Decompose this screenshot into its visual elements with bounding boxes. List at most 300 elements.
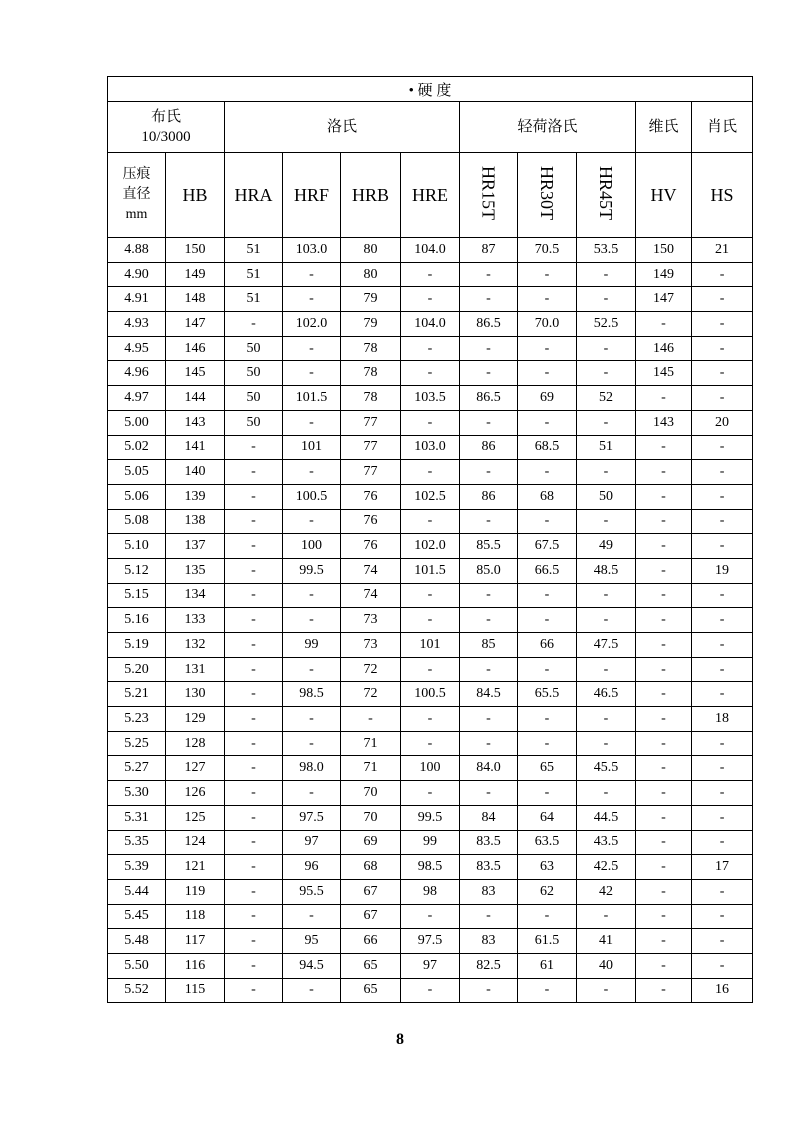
table-cell: - <box>460 781 518 806</box>
table-cell: - <box>225 484 283 509</box>
table-cell: 129 <box>166 707 225 732</box>
table-cell: - <box>225 633 283 658</box>
table-cell: 83 <box>460 879 518 904</box>
table-cell: 95 <box>283 929 341 954</box>
table-cell: 103.0 <box>401 435 460 460</box>
table-cell: 41 <box>577 929 636 954</box>
table-cell: 5.31 <box>108 805 166 830</box>
code-hv: HV <box>636 153 692 238</box>
table-cell: 77 <box>341 460 401 485</box>
table-cell: - <box>401 583 460 608</box>
table-cell: 97 <box>401 953 460 978</box>
table-cell: - <box>225 312 283 337</box>
table-cell: 4.93 <box>108 312 166 337</box>
table-row <box>108 731 753 756</box>
table-cell: - <box>577 781 636 806</box>
table-cell: - <box>518 731 577 756</box>
table-cell: 87 <box>460 238 518 263</box>
table-cell: 95.5 <box>283 879 341 904</box>
table-row <box>108 287 753 312</box>
table-cell: 98.5 <box>401 855 460 880</box>
group-superficial-rockwell: 轻荷洛氏 <box>460 102 636 153</box>
table-cell: - <box>460 361 518 386</box>
table-cell: 67 <box>341 879 401 904</box>
table-cell: 124 <box>166 830 225 855</box>
table-cell: - <box>283 657 341 682</box>
table-cell: 94.5 <box>283 953 341 978</box>
table-cell: 146 <box>636 336 692 361</box>
table-cell: - <box>401 707 460 732</box>
table-cell: 143 <box>636 410 692 435</box>
table-cell: 19 <box>692 558 753 583</box>
table-cell: - <box>692 731 753 756</box>
table-cell: - <box>225 756 283 781</box>
table-cell: - <box>460 287 518 312</box>
table-row <box>108 929 753 954</box>
table-cell: - <box>636 830 692 855</box>
table-cell: - <box>401 731 460 756</box>
table-cell: 68 <box>518 484 577 509</box>
table-cell: 52 <box>577 386 636 411</box>
table-cell: 5.52 <box>108 978 166 1003</box>
table-cell: - <box>518 583 577 608</box>
table-cell: - <box>636 386 692 411</box>
table-cell: - <box>692 830 753 855</box>
table-cell: 134 <box>166 583 225 608</box>
table-cell: 84.5 <box>460 682 518 707</box>
table-row <box>108 781 753 806</box>
table-cell: 62 <box>518 879 577 904</box>
table-cell: - <box>225 460 283 485</box>
table-cell: - <box>692 534 753 559</box>
table-cell: 86 <box>460 435 518 460</box>
table-cell: 50 <box>225 336 283 361</box>
table-cell: 40 <box>577 953 636 978</box>
table-cell: 65 <box>341 978 401 1003</box>
table-cell: 5.10 <box>108 534 166 559</box>
table-cell: 20 <box>692 410 753 435</box>
table-cell: - <box>225 904 283 929</box>
table-cell: 149 <box>166 262 225 287</box>
table-cell: - <box>225 978 283 1003</box>
table-cell: 53.5 <box>577 238 636 263</box>
table-cell: 116 <box>166 953 225 978</box>
table-cell: 133 <box>166 608 225 633</box>
table-cell: 51 <box>225 262 283 287</box>
table-cell: - <box>636 509 692 534</box>
group-brinell-label: 布氏 <box>150 109 181 125</box>
table-cell: - <box>636 707 692 732</box>
table-cell: 97 <box>283 830 341 855</box>
table-row <box>108 830 753 855</box>
table-cell: - <box>225 855 283 880</box>
table-cell: 96 <box>283 855 341 880</box>
table-cell: 148 <box>166 287 225 312</box>
table-cell: 69 <box>518 386 577 411</box>
table-cell: 97.5 <box>401 929 460 954</box>
table-cell: 83.5 <box>460 855 518 880</box>
table-cell: 102.0 <box>283 312 341 337</box>
table-cell: - <box>636 608 692 633</box>
table-cell: - <box>283 509 341 534</box>
table-cell: 4.97 <box>108 386 166 411</box>
table-cell: - <box>401 509 460 534</box>
table-cell: 61.5 <box>518 929 577 954</box>
table-cell: 43.5 <box>577 830 636 855</box>
table-cell: - <box>692 657 753 682</box>
table-cell: 5.20 <box>108 657 166 682</box>
table-cell: 80 <box>341 238 401 263</box>
code-hr15t-label: HR15T <box>478 165 499 220</box>
table-row <box>108 238 753 263</box>
table-cell: 83 <box>460 929 518 954</box>
table-row <box>108 361 753 386</box>
table-cell: 5.50 <box>108 953 166 978</box>
indent-diameter-unit: mm <box>125 207 148 222</box>
table-cell: 83.5 <box>460 830 518 855</box>
table-cell: - <box>460 731 518 756</box>
table-cell: - <box>225 657 283 682</box>
table-cell: - <box>401 657 460 682</box>
table-cell: - <box>577 410 636 435</box>
table-cell: 18 <box>692 707 753 732</box>
table-cell: - <box>225 707 283 732</box>
table-cell: 97.5 <box>283 805 341 830</box>
table-cell: - <box>401 410 460 435</box>
table-cell: - <box>692 484 753 509</box>
table-cell: - <box>577 608 636 633</box>
table-cell: - <box>692 929 753 954</box>
code-hrf: HRF <box>283 153 341 238</box>
table-cell: - <box>518 336 577 361</box>
table-row <box>108 262 753 287</box>
table-row <box>108 534 753 559</box>
table-cell: 100.5 <box>401 682 460 707</box>
table-cell: 146 <box>166 336 225 361</box>
table-cell: 138 <box>166 509 225 534</box>
table-cell: 139 <box>166 484 225 509</box>
table-cell: 21 <box>692 238 753 263</box>
table-cell: 5.00 <box>108 410 166 435</box>
table-cell: - <box>518 904 577 929</box>
table-cell: 70.0 <box>518 312 577 337</box>
table-cell: - <box>283 287 341 312</box>
table-cell: 5.27 <box>108 756 166 781</box>
table-cell: 76 <box>341 484 401 509</box>
table-cell: 70 <box>341 781 401 806</box>
table-cell: 72 <box>341 657 401 682</box>
table-cell: - <box>518 509 577 534</box>
table-cell: - <box>577 731 636 756</box>
table-row <box>108 855 753 880</box>
table-cell: 4.91 <box>108 287 166 312</box>
table-cell: - <box>577 262 636 287</box>
table-cell: 64 <box>518 805 577 830</box>
table-cell: - <box>518 707 577 732</box>
table-cell: - <box>636 781 692 806</box>
table-cell: 5.16 <box>108 608 166 633</box>
table-cell: 84.0 <box>460 756 518 781</box>
table-cell: - <box>283 608 341 633</box>
group-brinell <box>108 102 225 153</box>
table-cell: 143 <box>166 410 225 435</box>
table-cell: - <box>401 336 460 361</box>
code-hra: HRA <box>225 153 283 238</box>
table-cell: - <box>636 756 692 781</box>
table-cell: 5.35 <box>108 830 166 855</box>
table-cell: - <box>225 781 283 806</box>
table-cell: - <box>518 460 577 485</box>
table-cell: - <box>341 707 401 732</box>
table-cell: 61 <box>518 953 577 978</box>
table-cell: - <box>636 805 692 830</box>
table-cell: 131 <box>166 657 225 682</box>
table-cell: 78 <box>341 336 401 361</box>
table-cell: 98 <box>401 879 460 904</box>
table-cell: - <box>401 287 460 312</box>
table-cell: - <box>401 262 460 287</box>
table-cell: 104.0 <box>401 312 460 337</box>
table-cell: 5.05 <box>108 460 166 485</box>
table-cell: 47.5 <box>577 633 636 658</box>
table-cell: - <box>460 336 518 361</box>
table-cell: 51 <box>225 238 283 263</box>
table-row <box>108 336 753 361</box>
table-cell: 86 <box>460 484 518 509</box>
table-cell: 70.5 <box>518 238 577 263</box>
table-cell: - <box>636 460 692 485</box>
table-cell: 4.90 <box>108 262 166 287</box>
table-cell: 150 <box>636 238 692 263</box>
table-title: • 硬 度 <box>108 77 753 102</box>
table-cell: 147 <box>636 287 692 312</box>
table-cell: 73 <box>341 608 401 633</box>
group-vickers: 维氏 <box>636 102 692 153</box>
table-cell: - <box>636 978 692 1003</box>
table-cell: 98.5 <box>283 682 341 707</box>
code-hr30t <box>518 153 577 238</box>
code-hr45t-label: HR45T <box>596 165 616 220</box>
table-row <box>108 410 753 435</box>
table-cell: - <box>692 336 753 361</box>
table-cell: - <box>460 608 518 633</box>
table-cell: 79 <box>341 287 401 312</box>
table-cell: 68 <box>341 855 401 880</box>
table-cell: 85.0 <box>460 558 518 583</box>
table-cell: 98.0 <box>283 756 341 781</box>
table-cell: - <box>692 953 753 978</box>
table-cell: 77 <box>341 410 401 435</box>
code-hb: HB <box>166 153 225 238</box>
table-cell: 99.5 <box>401 805 460 830</box>
table-row <box>108 484 753 509</box>
table-cell: 65 <box>341 953 401 978</box>
table-cell: - <box>283 904 341 929</box>
table-cell: - <box>692 287 753 312</box>
table-cell: - <box>692 460 753 485</box>
table-cell: 147 <box>166 312 225 337</box>
table-cell: 16 <box>692 978 753 1003</box>
table-cell: - <box>692 879 753 904</box>
table-cell: 4.96 <box>108 361 166 386</box>
group-brinell-sub: 10/3000 <box>141 129 191 145</box>
table-cell: - <box>692 509 753 534</box>
table-cell: 45.5 <box>577 756 636 781</box>
table-cell: - <box>225 731 283 756</box>
table-row <box>108 953 753 978</box>
table-cell: - <box>577 336 636 361</box>
table-cell: 5.21 <box>108 682 166 707</box>
table-cell: - <box>518 410 577 435</box>
table-cell: 145 <box>166 361 225 386</box>
table-cell: - <box>692 756 753 781</box>
table-cell: 66 <box>341 929 401 954</box>
table-cell: 71 <box>341 756 401 781</box>
table-cell: 5.45 <box>108 904 166 929</box>
table-row <box>108 509 753 534</box>
table-cell: - <box>283 262 341 287</box>
table-cell: 80 <box>341 262 401 287</box>
table-cell: - <box>636 583 692 608</box>
table-cell: 71 <box>341 731 401 756</box>
code-hre: HRE <box>401 153 460 238</box>
table-cell: 5.19 <box>108 633 166 658</box>
group-shore: 肖氏 <box>692 102 753 153</box>
table-row <box>108 682 753 707</box>
table-cell: 140 <box>166 460 225 485</box>
table-cell: - <box>518 262 577 287</box>
table-cell: 46.5 <box>577 682 636 707</box>
table-cell: - <box>460 657 518 682</box>
table-row <box>108 805 753 830</box>
code-hs: HS <box>692 153 753 238</box>
table-cell: - <box>636 312 692 337</box>
table-cell: 79 <box>341 312 401 337</box>
table-cell: 132 <box>166 633 225 658</box>
indent-diameter-line-1: 压痕 <box>122 167 151 182</box>
table-cell: 126 <box>166 781 225 806</box>
table-cell: 101 <box>283 435 341 460</box>
table-cell: - <box>401 460 460 485</box>
table-cell: - <box>460 509 518 534</box>
table-cell: - <box>283 781 341 806</box>
table-cell: 115 <box>166 978 225 1003</box>
table-cell: - <box>283 336 341 361</box>
table-cell: 5.23 <box>108 707 166 732</box>
table-cell: 77 <box>341 435 401 460</box>
table-cell: - <box>518 657 577 682</box>
table-cell: - <box>577 904 636 929</box>
table-cell: - <box>577 583 636 608</box>
table-cell: - <box>401 608 460 633</box>
table-row <box>108 312 753 337</box>
table-cell: 117 <box>166 929 225 954</box>
table-cell: 52.5 <box>577 312 636 337</box>
table-cell: - <box>636 435 692 460</box>
table-row <box>108 879 753 904</box>
table-cell: 5.12 <box>108 558 166 583</box>
table-cell: - <box>401 904 460 929</box>
table-row <box>108 978 753 1003</box>
table-cell: - <box>460 707 518 732</box>
table-cell: 125 <box>166 805 225 830</box>
table-cell: 128 <box>166 731 225 756</box>
table-cell: 121 <box>166 855 225 880</box>
table-cell: 49 <box>577 534 636 559</box>
table-cell: 65.5 <box>518 682 577 707</box>
table-cell: - <box>692 312 753 337</box>
table-cell: - <box>225 830 283 855</box>
indent-diameter-line-2: 直径 <box>122 187 151 202</box>
table-cell: 69 <box>341 830 401 855</box>
code-hrb: HRB <box>341 153 401 238</box>
table-cell: - <box>225 805 283 830</box>
table-cell: - <box>692 781 753 806</box>
code-hr15t <box>460 153 518 238</box>
table-cell: - <box>225 608 283 633</box>
table-cell: - <box>692 805 753 830</box>
table-cell: - <box>460 262 518 287</box>
table-cell: 130 <box>166 682 225 707</box>
table-row <box>108 460 753 485</box>
table-cell: 101.5 <box>283 386 341 411</box>
table-cell: - <box>577 657 636 682</box>
table-cell: 74 <box>341 558 401 583</box>
table-cell: - <box>636 855 692 880</box>
table-cell: 73 <box>341 633 401 658</box>
table-cell: - <box>692 361 753 386</box>
table-cell: 5.44 <box>108 879 166 904</box>
table-cell: - <box>225 929 283 954</box>
table-cell: 74 <box>341 583 401 608</box>
table-row <box>108 707 753 732</box>
table-cell: - <box>225 435 283 460</box>
table-cell: 5.25 <box>108 731 166 756</box>
table-cell: - <box>401 978 460 1003</box>
table-cell: 5.39 <box>108 855 166 880</box>
table-cell: - <box>225 879 283 904</box>
table-cell: - <box>692 435 753 460</box>
table-row <box>108 583 753 608</box>
table-cell: 68.5 <box>518 435 577 460</box>
table-cell: 5.08 <box>108 509 166 534</box>
table-cell: 5.48 <box>108 929 166 954</box>
table-cell: - <box>692 386 753 411</box>
table-cell: - <box>283 731 341 756</box>
table-cell: - <box>401 361 460 386</box>
table-cell: 50 <box>225 361 283 386</box>
table-cell: 85.5 <box>460 534 518 559</box>
table-cell: - <box>636 558 692 583</box>
table-cell: - <box>636 682 692 707</box>
table-cell: - <box>460 460 518 485</box>
table-cell: 76 <box>341 509 401 534</box>
table-cell: 145 <box>636 361 692 386</box>
table-cell: 100 <box>401 756 460 781</box>
table-cell: 5.06 <box>108 484 166 509</box>
table-cell: - <box>283 460 341 485</box>
table-cell: 67.5 <box>518 534 577 559</box>
table-cell: 103.0 <box>283 238 341 263</box>
table-cell: 119 <box>166 879 225 904</box>
table-cell: - <box>577 361 636 386</box>
table-cell: 99 <box>283 633 341 658</box>
table-cell: 5.15 <box>108 583 166 608</box>
table-cell: - <box>518 781 577 806</box>
table-cell: 66.5 <box>518 558 577 583</box>
table-cell: 78 <box>341 361 401 386</box>
table-cell: 135 <box>166 558 225 583</box>
